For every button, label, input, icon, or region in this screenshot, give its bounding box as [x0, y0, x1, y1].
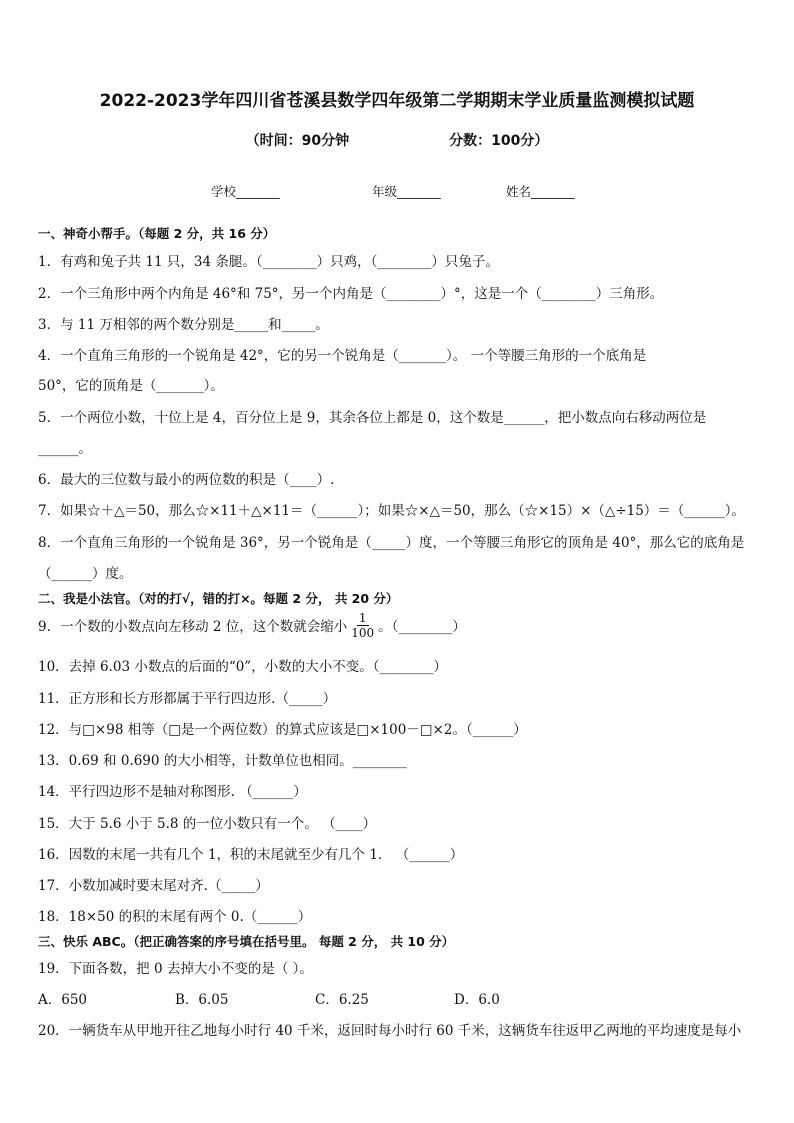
question-9 [38, 613, 466, 642]
question-4-line-2: 50°，它的顶角是（_______）。 [38, 378, 224, 394]
grade-field: 年级_______ [372, 184, 441, 199]
question-7: 7．如果☆＋△＝50，那么☆×11＋△×11＝（______）；如果☆×△＝50，那么（☆×15）×（△÷15）＝（______）。 [38, 503, 746, 519]
exam-title: 2022-2023学年四川省苍溪县数学四年级第二学期期末学业质量监测模拟试题 [99, 91, 695, 111]
question-15: 15．大于 5.6 小于 5.8 的一位小数只有一个。 （____） [38, 816, 377, 832]
question-5-line-1: 5．一个两位小数，十位上是 4，百分位上是 9，其余各位上都是 0，这个数是______，把小数点向右移动两位是 [38, 410, 707, 426]
question-8-line-1: 8．一个直角三角形的一个锐角是 36°，另一个锐角是（_____）度，一个等腰三角形它的顶角是 40°，那么它的底角是 [38, 535, 745, 551]
question-12: 12．与□×98 相等（□是一个两位数）的算式应该是□×100－□×2。（______） [38, 722, 527, 738]
question-11: 11．正方形和长方形都属于平行四边形.（_____） [38, 691, 337, 707]
section-heading-2: 二、我是小法官。（对的打√，错的打×。每题 2 分， 共 20 分） [38, 591, 399, 606]
question-10: 10．去掉 6.03 小数点的后面的“0”，小数的大小不变。（________） [38, 659, 447, 675]
question-19-option-c: C．6.25 [315, 992, 369, 1008]
exam-score: 分数：100分） [449, 133, 549, 149]
question-6: 6．最大的三位数与最小的两位数的积是（____）. [38, 472, 335, 488]
question-5-line-2: ______。 [38, 441, 92, 457]
question-19-option-d: D．6.0 [454, 992, 500, 1008]
fraction-denominator: 100 [351, 626, 375, 640]
question-19-option-b: B．6.05 [175, 992, 229, 1008]
fraction-one-hundredth [349, 611, 376, 640]
question-2: 2．一个三角形中两个内角是 46°和 75°，另一个内角是（________）°，这是一个（________）三角形。 [38, 286, 664, 302]
question-16: 16．因数的末尾一共有几个 1，积的末尾就至少有几个 1． （______） [38, 847, 464, 863]
exam-subtitle [0, 130, 794, 150]
question-20: 20．一辆货车从甲地开往乙地每小时行 40 千米，返回时每小时行 60 千米，这辆货车往返甲乙两地的平均速度是每小 [38, 1023, 742, 1039]
section-heading-1: 一、神奇小帮手。（每题 2 分，共 16 分） [38, 226, 276, 241]
question-4-line-1: 4．一个直角三角形的一个锐角是 42°，它的另一个锐角是（_______）。 一个等腰三角形的一个底角是 [38, 348, 647, 364]
fraction-numerator: 1 [358, 611, 367, 625]
exam-time: （时间：90分钟 [245, 133, 350, 149]
school-field: 学校_______ [211, 184, 280, 199]
name-field: 姓名_______ [506, 184, 575, 199]
question-1: 1．有鸡和兔子共 11 只，34 条腿。（________）只鸡，（________）只兔子。 [38, 254, 499, 270]
question-18: 18．18×50 的积的末尾有两个 0.（______） [38, 909, 312, 925]
question-19: 19．下面各数，把 0 去掉大小不变的是（ ）。 [38, 961, 313, 977]
section-heading-3: 三、快乐 ABC。（把正确答案的序号填在括号里。 每题 2 分， 共 10 分） [38, 934, 455, 949]
question-9-blank: 。（________） [378, 619, 466, 635]
question-9-text: 9．一个数的小数点向左移动 2 位，这个数就会缩小 [38, 619, 348, 635]
question-8-line-2: （______）度。 [38, 566, 133, 582]
question-17: 17．小数加减时要末尾对齐.（_____） [38, 878, 269, 894]
question-13: 13．0.69 和 0.690 的大小相等，计数单位也相同。________ [38, 753, 407, 769]
question-14: 14．平行四边形不是轴对称图形. （______） [38, 784, 307, 800]
question-19-option-a: A．650 [38, 992, 88, 1008]
question-3: 3．与 11 万相邻的两个数分别是_____和_____。 [38, 317, 329, 333]
